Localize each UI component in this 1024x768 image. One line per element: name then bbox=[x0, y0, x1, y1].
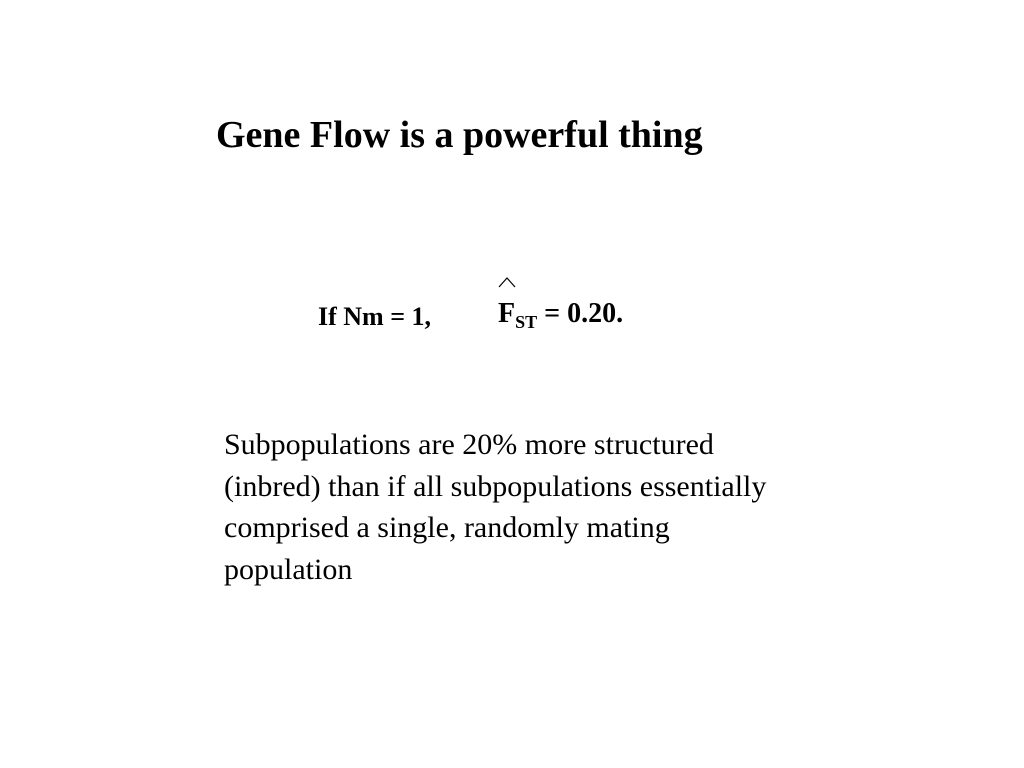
fst-estimate bbox=[498, 296, 623, 340]
condition-text: If Nm = 1, bbox=[318, 302, 432, 331]
slide-title: Gene Flow is a powerful thing bbox=[216, 114, 703, 156]
fst-symbol bbox=[498, 296, 537, 340]
explanation-line: population bbox=[224, 552, 353, 586]
hat-accent-icon bbox=[498, 276, 516, 288]
fst-letter: F bbox=[498, 298, 516, 329]
explanation-line: (inbred) than if all subpopulations essentially bbox=[224, 469, 767, 503]
explanation-paragraph bbox=[224, 424, 864, 590]
explanation-line: Subpopulations are 20% more structured bbox=[224, 428, 714, 461]
fst-subscript: ST bbox=[515, 312, 538, 332]
explanation-line: comprised a single, randomly mating bbox=[224, 511, 670, 544]
fst-value: = 0.20. bbox=[537, 298, 624, 329]
